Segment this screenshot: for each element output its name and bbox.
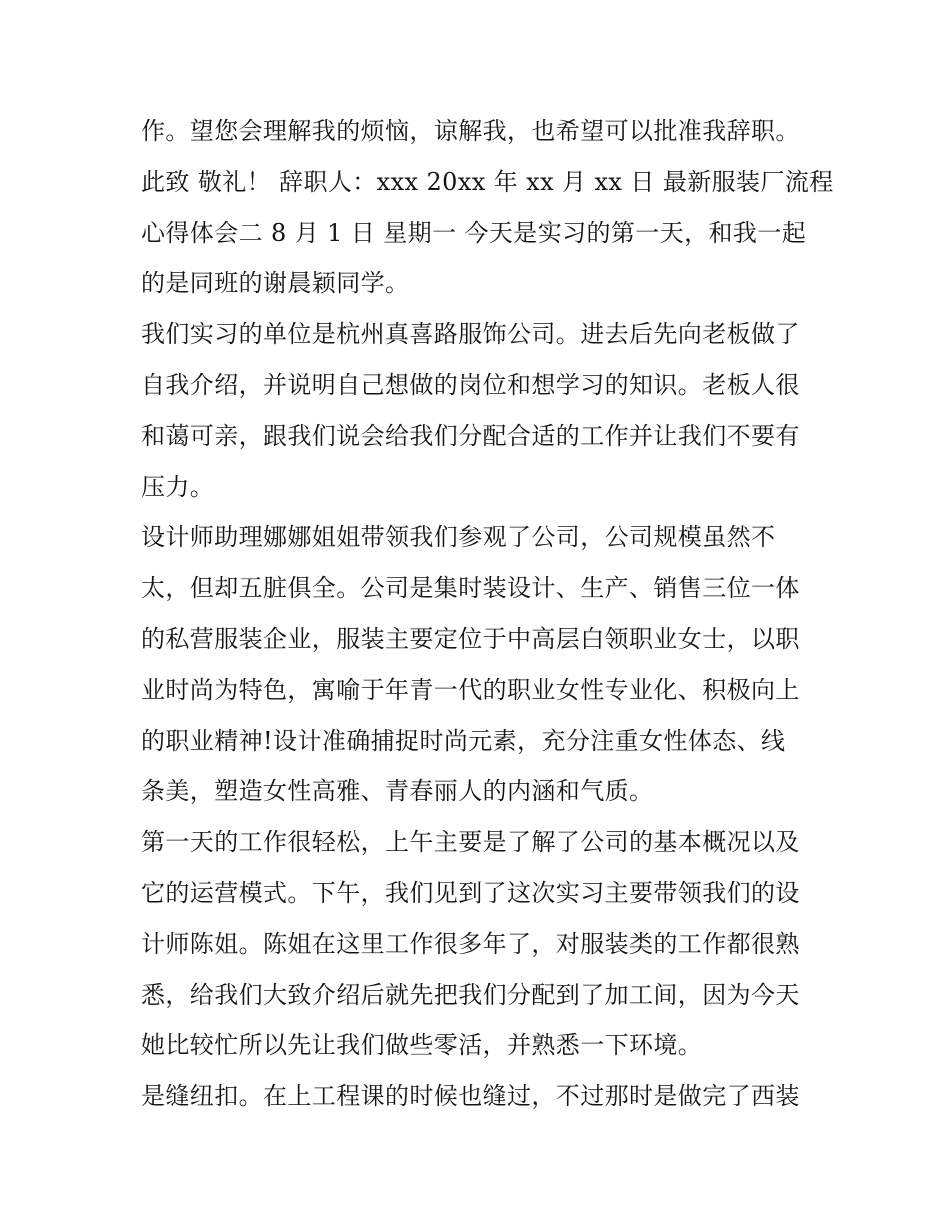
text-line: 和蔼可亲，跟我们说会给我们分配合适的工作并让我们不要有	[141, 421, 800, 450]
text-line: 自我介绍，并说明自己想做的岗位和想学习的知识。老板人很	[141, 370, 800, 399]
text-line: 它的运营模式。下午，我们见到了这次实习主要带领我们的设	[141, 878, 800, 907]
text-line: 此致 敬礼！ 辞职人：xxx 20xx 年 xx 月 xx 日 最新服装厂流程	[141, 167, 834, 196]
text-line: 心得体会二 8 月 1 日 星期一 今天是实习的第一天，和我一起	[141, 218, 807, 247]
document-body	[141, 106, 834, 1122]
text-line: 的是同班的谢晨颖同学。	[141, 269, 410, 298]
text-line: 业时尚为特色，寓喻于年青一代的职业女性专业化、积极向上	[141, 675, 800, 704]
text-line: 我们实习的单位是杭州真喜路服饰公司。进去后先向老板做了	[141, 320, 800, 349]
text-line: 悉，给我们大致介绍后就先把我们分配到了加工间，因为今天	[141, 980, 800, 1009]
text-line: 第一天的工作很轻松，上午主要是了解了公司的基本概况以及	[141, 828, 800, 857]
text-line: 压力。	[141, 472, 215, 501]
text-line: 计师陈姐。陈姐在这里工作很多年了，对服装类的工作都很熟	[141, 929, 800, 958]
text-line: 的私营服装企业，服装主要定位于中高层白领职业女士，以职	[141, 624, 800, 653]
text-line: 条美，塑造女性高雅、青春丽人的内涵和气质。	[141, 777, 654, 806]
text-line: 太，但却五脏俱全。公司是集时装设计、生产、销售三位一体	[141, 574, 800, 603]
text-line: 她比较忙所以先让我们做些零活，并熟悉一下环境。	[141, 1031, 703, 1060]
text-line: 是缝纽扣。在上工程课的时候也缝过，不过那时是做完了西装	[141, 1082, 800, 1111]
text-line: 作。望您会理解我的烦恼，谅解我，也希望可以批准我辞职。	[141, 117, 800, 145]
text-line: 设计师助理娜娜姐姐带领我们参观了公司，公司规模虽然不	[141, 523, 776, 552]
text-line: 的职业精神!设计准确捕捉时尚元素，充分注重女性体态、线	[141, 726, 786, 755]
